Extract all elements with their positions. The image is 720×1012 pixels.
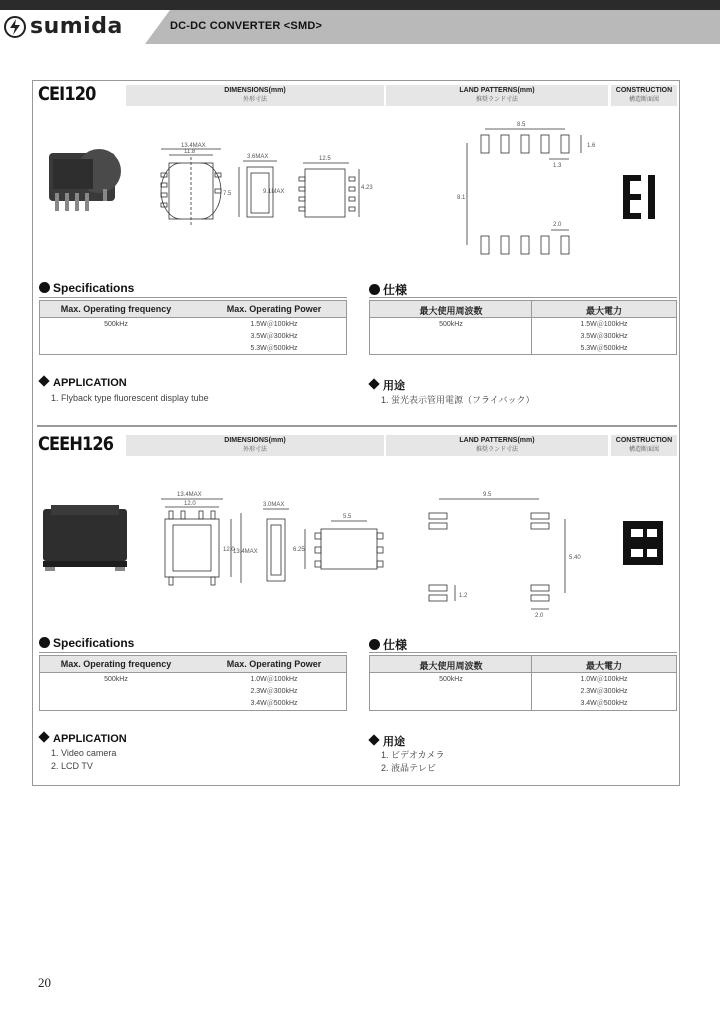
cei120-construction-ei-icon xyxy=(623,175,655,219)
spec-table-divider xyxy=(531,301,532,354)
spec-title-en xyxy=(39,281,134,295)
ceeh126-side-view xyxy=(263,509,289,581)
spec-power-value: 3.4W＠500kHz xyxy=(250,700,298,707)
construction-header-label: CONSTRUCTION xyxy=(615,87,673,94)
spec-col-power-jp: 最大電力 xyxy=(585,661,622,671)
bullet-diamond-icon xyxy=(38,731,49,742)
dimensions-header-label-jp: 外形寸法 xyxy=(242,97,267,103)
ceeh126-land-pad: 2.0 xyxy=(535,613,544,619)
application-title-jp-label: 用途 xyxy=(383,736,405,748)
spec-table-en xyxy=(39,655,347,711)
cei120-end-view xyxy=(299,163,359,217)
spec-power-value: 2.3W＠300kHz xyxy=(250,688,298,695)
page-title: DC-DC CONVERTER <SMD> xyxy=(170,20,323,32)
spec-title-jp-label: 仕様 xyxy=(383,638,408,652)
spec-power-value: 3.5W＠300kHz xyxy=(250,333,298,340)
product-section-cei120 xyxy=(33,81,679,426)
brand-name: sumida xyxy=(30,14,123,39)
model-name: CEI120 xyxy=(38,83,96,105)
application-title-en-label: APPLICATION xyxy=(53,377,127,389)
land-header-label-jp: 推奨ランド寸法 xyxy=(475,447,518,453)
spec-col-power-jp: 最大電力 xyxy=(585,306,622,316)
spec-power-value: 3.4W＠500kHz xyxy=(580,700,628,707)
cei120-top-view xyxy=(161,149,221,227)
dimensions-header-label: DIMENSIONS(mm) xyxy=(224,87,286,94)
cei120-land-height: 8.1 xyxy=(457,195,466,201)
bullet-diamond-icon xyxy=(368,378,379,389)
ceeh126-land-small: 1.2 xyxy=(459,593,468,599)
spec-power-value: 1.5W＠100kHz xyxy=(250,321,298,328)
spec-power-value: 1.5W＠100kHz xyxy=(580,321,628,328)
cei120-drawings xyxy=(41,113,671,273)
spec-power-value: 1.0W＠100kHz xyxy=(250,676,298,683)
section-divider xyxy=(37,425,677,427)
bullet-circle-icon xyxy=(369,639,380,650)
spec-rule-jp xyxy=(369,297,677,298)
cei120-land-pitch: 1.6 xyxy=(587,143,596,149)
spec-table-jp xyxy=(369,300,677,355)
spec-title-jp-label: 仕様 xyxy=(383,283,408,297)
ceeh126-construction-ee-icon xyxy=(623,521,663,565)
spec-power-value: 5.3W＠500kHz xyxy=(250,345,298,352)
cei120-land-pad: 2.0 xyxy=(553,222,562,228)
bullet-circle-icon xyxy=(369,284,380,295)
application-title-jp xyxy=(369,377,405,393)
application-item: 2. LCD TV xyxy=(51,761,93,771)
spec-freq-value: 500kHz xyxy=(104,676,128,683)
cei120-dim-end-w: 12.5 xyxy=(319,156,331,162)
spec-col-power: Max. Operating Power xyxy=(226,304,322,314)
ceeh126-drawings xyxy=(41,463,671,623)
bullet-diamond-icon xyxy=(368,734,379,745)
cei120-dim-end-h: 4.23 xyxy=(361,185,373,191)
ceeh126-top-view xyxy=(161,499,241,585)
sumida-mark-icon xyxy=(4,16,26,38)
spec-rule-en xyxy=(39,652,347,653)
ceeh126-land-height: 5.40 xyxy=(569,555,581,561)
spec-rule-en xyxy=(39,297,347,298)
cei120-dim-side-h: 9.1MAX xyxy=(263,189,285,195)
cei120-dim-side-small: 7.5 xyxy=(223,191,232,197)
application-title-jp-label: 用途 xyxy=(383,380,405,392)
ceeh126-product-photo xyxy=(43,505,127,571)
construction-header-label-jp: 構造断面図 xyxy=(628,97,659,103)
dimensions-header xyxy=(126,85,384,106)
application-item: 1. 蛍光表示管用電源（フライバック） xyxy=(381,395,535,405)
spec-power-value: 3.5W＠300kHz xyxy=(580,333,628,340)
ceeh126-dim-end-h: 6.25 xyxy=(293,547,305,553)
spec-col-frequency: Max. Operating frequency xyxy=(60,659,172,669)
application-title-en xyxy=(39,733,127,745)
ceeh126-dim-side-w: 3.0MAX xyxy=(263,502,285,508)
spec-table-jp xyxy=(369,655,677,711)
application-item: 2. 液晶テレビ xyxy=(381,763,436,773)
dimensions-header-label: DIMENSIONS(mm) xyxy=(224,437,286,444)
application-item: 1. Video camera xyxy=(51,748,117,758)
cei120-land-top: 8.5 xyxy=(517,122,526,128)
application-title-en xyxy=(39,377,127,389)
ceeh126-land-top: 9.5 xyxy=(483,492,492,498)
ceeh126-dim-side-h2: 13.4MAX xyxy=(233,549,258,555)
land-header-label: LAND PATTERNS(mm) xyxy=(459,87,535,94)
cei120-dim-side-w: 3.6MAX xyxy=(247,154,269,160)
cei120-product-photo xyxy=(49,149,121,211)
cei120-land-pattern xyxy=(467,129,581,254)
land-header-label: LAND PATTERNS(mm) xyxy=(459,437,535,444)
spec-title-en-label: Specifications xyxy=(53,636,135,650)
spec-col-frequency: Max. Operating frequency xyxy=(60,304,172,314)
spec-col-power: Max. Operating Power xyxy=(226,659,322,669)
construction-header-label-jp: 構造断面図 xyxy=(628,447,659,453)
ceeh126-land-pattern xyxy=(429,499,565,609)
spec-col-frequency-jp: 最大使用周波数 xyxy=(419,306,483,316)
top-bar xyxy=(0,0,720,10)
cei120-dim-inner-w: 11.8 xyxy=(184,149,196,155)
spec-freq-value: 500kHz xyxy=(439,321,463,328)
land-patterns-header xyxy=(386,85,608,106)
ceeh126-end-view xyxy=(305,521,383,569)
page-number: 20 xyxy=(38,975,51,990)
product-section-ceeh126 xyxy=(33,431,679,786)
dimensions-header-label-jp: 外形寸法 xyxy=(242,447,267,453)
ceeh126-dim-inner-w: 12.0 xyxy=(184,501,196,507)
bullet-circle-icon xyxy=(39,637,50,648)
spec-title-en-label: Specifications xyxy=(53,281,135,295)
land-patterns-header xyxy=(386,435,608,456)
construction-header-label: CONSTRUCTION xyxy=(615,437,673,444)
spec-freq-value: 500kHz xyxy=(439,676,463,683)
ceeh126-dim-top-w: 13.4MAX xyxy=(177,492,202,498)
spec-table-en xyxy=(39,300,347,355)
page-header xyxy=(0,10,720,44)
spec-power-value: 1.0W＠100kHz xyxy=(580,676,628,683)
bullet-circle-icon xyxy=(39,282,50,293)
spec-rule-jp xyxy=(369,652,677,653)
bullet-diamond-icon xyxy=(38,375,49,386)
spec-freq-value: 500kHz xyxy=(104,321,128,328)
ceeh126-dim-end-w: 5.5 xyxy=(343,514,352,520)
cei120-land-gap: 1.3 xyxy=(553,163,562,169)
spec-col-frequency-jp: 最大使用周波数 xyxy=(419,661,483,671)
sumida-logo xyxy=(4,14,123,39)
application-item: 1. Flyback type fluorescent display tube xyxy=(51,393,209,403)
application-title-jp xyxy=(369,733,405,749)
spec-table-divider xyxy=(531,656,532,710)
spec-power-value: 2.3W＠300kHz xyxy=(580,688,628,695)
cei120-dim-top-w: 13.4MAX xyxy=(181,143,206,149)
land-header-label-jp: 推奨ランド寸法 xyxy=(475,97,518,103)
spec-title-en xyxy=(39,636,134,650)
construction-header xyxy=(611,85,677,106)
dimensions-header xyxy=(126,435,384,456)
model-name: CEEH126 xyxy=(38,433,114,455)
spec-title-jp xyxy=(369,281,407,298)
application-title-en-label: APPLICATION xyxy=(53,733,127,745)
construction-header xyxy=(611,435,677,456)
spec-title-jp xyxy=(369,636,407,653)
catalog-frame xyxy=(32,80,680,786)
spec-power-value: 5.3W＠500kHz xyxy=(580,345,628,352)
ceeh126-dim-side-h: 12.0 xyxy=(223,547,235,553)
application-item: 1. ビデオカメラ xyxy=(381,750,445,760)
